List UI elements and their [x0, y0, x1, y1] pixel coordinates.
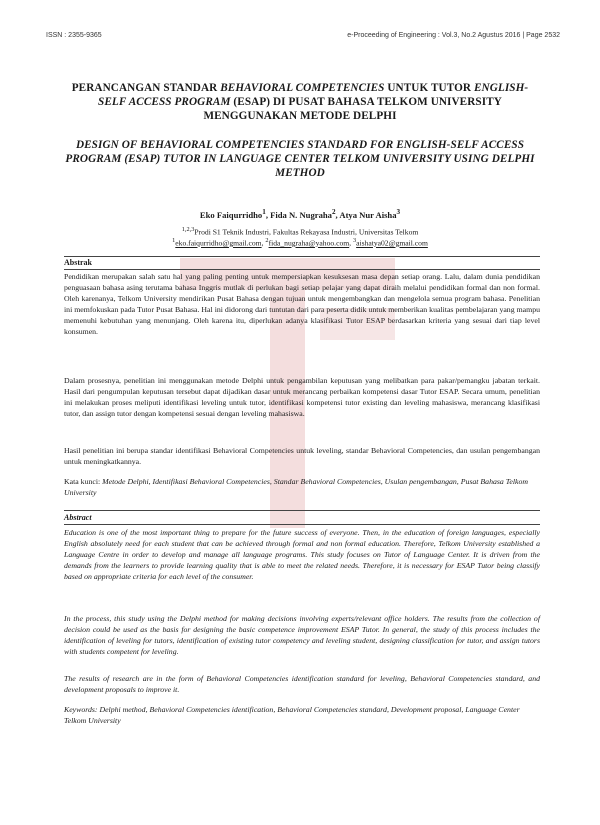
divider — [64, 524, 540, 525]
keywords: Keywords: Delphi method, Behavioral Competencies identification, Behavioral Competencies standard, Development proposal, Language Center Telkom University — [64, 705, 520, 725]
journal-header: e-Proceeding of Engineering : Vol.3, No.2 Agustus 2016 | Page 2532 — [347, 32, 560, 39]
title-english: DESIGN OF BEHAVIORAL COMPETENCIES STANDARD FOR ENGLISH-SELF ACCESS PROGRAM (ESAP) TUTOR IN LANGUAGE CENTER TELKOM UNIVERSITY USING DELPHI METHOD — [65, 139, 535, 179]
author-emails: $^1$eko.faiqurridho@gmail.com, $^2$fida_nugraha@yahoo.com, $^3$aishatya02@gmail.com — [172, 237, 428, 248]
email-link-1[interactable]: eko.faiqurridho@gmail.com — [175, 238, 262, 248]
divider — [64, 256, 540, 257]
abstrak-paragraph-2: Dalam prosesnya, penelitian ini menggunakan metode Delphi untuk pengambilan keputusan yang melibatkan para pakar/pemangku jabatan terkait. Hasil dari pengumpulan keputusan tersebut dapat dijadikan dasar untuk merancang perbaikan kompetensi dasar Tutor ESAP. Secara umum, penelitian ini melakukan proses meliputi identifikasi leveling untuk tutor, identifikasi kompetensi tutor existing dan leveling mahasiswa, merancang klasifikasi tutor, dan assign tutor dengan kompetensi sesuai dengan leveling mahasiswa. — [64, 376, 540, 418]
email-link-2[interactable]: fida_nugraha@yahoo.com — [268, 238, 350, 248]
abstrak-paragraph-3: Hasil penelitian ini berupa standar identifikasi Behavioral Competencies untuk leveling, standar Behavioral Competencies, dan usulan pengembangan untuk meningkatkannya. — [64, 446, 540, 466]
abstrak-heading: Abstrak — [64, 258, 93, 267]
kata-kunci: Kata kunci: Metode Delphi, Identifikasi Behavioral Competencies, Standar Behavioral Competencies, Usulan pengembangan, Pusat Bahasa Telkom University — [64, 477, 528, 497]
author-list: Eko Faiqurridho$^1$, Fida N. Nugraha$^2$, Atya Nur Aisha$^3$ — [199, 208, 401, 220]
divider — [64, 269, 540, 270]
abstract-paragraph-1: Education is one of the most important thing to prepare for the future success of everyone. Then, in the education of foreign languages, especially English absolutely need for each student that can be achieved through formal and non formal education. Therefore, Telkom University established a Language Centre in order to develop and manage all language programs. This study focuses on Tutor of Language Center. It is driven from the demands from the learners to provide learning quality that is able to meet the related needs. Therefore, it is necessary for ESAP Tutor being classify based on appropriate criteria for each level of the consumer. — [64, 528, 540, 581]
issn-header: ISSN : 2355-9365 — [46, 32, 102, 39]
abstract-paragraph-2: In the process, this study using the Delphi method for making decisions involving experts/relevant office holders. The results from the collection of decision could be used as the basis for designing the basic competence improvement ESAP Tutor. In general, the study of this process includes the identification of leveling for tutors, identification of existing tutor competency and leveling student, designing classification for tutor, and assign tutors with students competent for leveling. — [64, 614, 540, 656]
abstrak-paragraph-1: Pendidikan merupakan salah satu hal yang paling penting untuk mempersiapkan kesuksesan masa depan setiap orang. Lalu, dalam dunia pendidikan penguasaan bahasa asing terutama bahasa Inggris mutlak di perlukan bagi setiap pelajar yang dapat diraih melalui pendidikan formal dan non formal. Oleh karenanya, Telkom University mendirikan Pusat Bahasa dengan tujuan untuk mengembangkan dan mengelola semua program bahasa. Penelitian ini memfokuskan pada Tutor Pusat Bahasa. Hal ini didorong dari tuntutan dari para peserta didik untuk memberikan kualitas pembelajaran yang mampu memenuhi kebutuhan yang menunjang. Oleh karena itu, diperlukan adanya klasifikasi Tutor ESAP berdasarkan kriteria yang sesuai dari tiap level konsumen. — [64, 272, 540, 336]
email-link-3[interactable]: aishatya02@gmail.com — [356, 238, 428, 248]
abstract-heading: Abstract — [64, 513, 92, 522]
affiliation: $^{1,2,3}$Prodi S1 Teknik Industri, Fakultas Rekayasa Industri, Universitas Telkom — [181, 226, 419, 237]
title-indonesian: PERANCANGAN STANDAR BEHAVIORAL COMPETENCIES UNTUK TUTOR ENGLISH-SELF ACCESS PROGRAM (ESAP) DI PUSAT BAHASA TELKOM UNIVERSITY MENGGUNAKAN METODE DELPHI — [71, 82, 529, 122]
abstract-paragraph-3: The results of research are in the form of Behavioral Competencies identification standard for leveling, Behavioral Competencies standard, and development proposals to improve it. — [64, 674, 540, 694]
divider — [64, 510, 540, 511]
